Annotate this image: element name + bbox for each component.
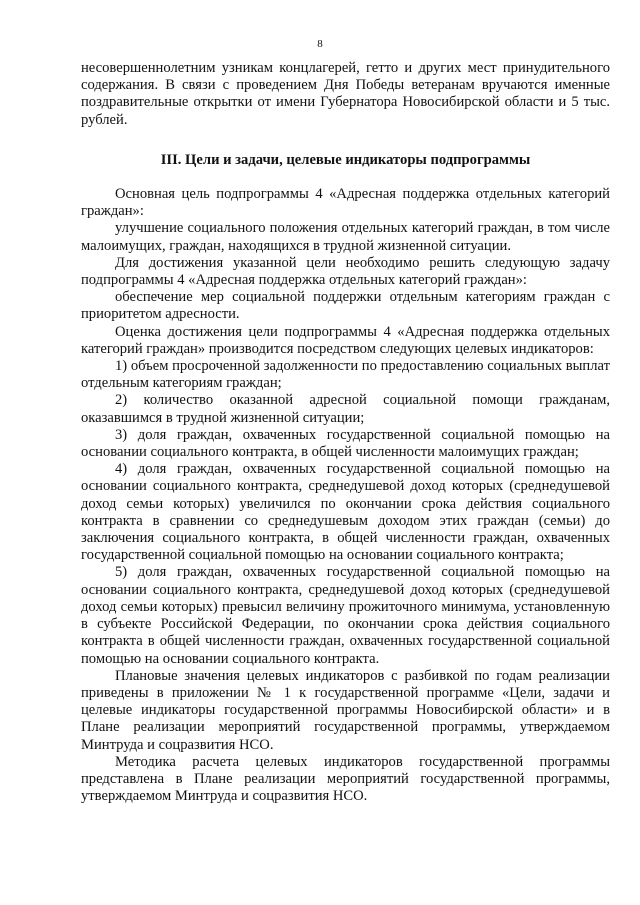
paragraph-continuation: несовершеннолетним узникам концлагерей, гетто и других мест принудительного содержания. В связи с проведением Дня Победы ветеранам вручаются именные поздравительные открытки от имени Губернатора Новосибирской области и 5 тыс. рублей. <box>81 60 610 128</box>
list-item: 5) доля граждан, охваченных государственной социальной помощью на основании социального контракта, среднедушевой доход которых (среднедушевой доход семьи которых) превысил величину прожиточного минимума, установленную в субъекте Российской Федерации, по окончании срока действия социального контракта в общей численности граждан, охваченных государственной социальной помощью на основании социального контракта. <box>81 564 610 667</box>
section-heading: III. Цели и задачи, целевые индикаторы подпрограммы <box>160 151 531 168</box>
paragraph: Методика расчета целевых индикаторов государственной программы представлена в Плане реализации мероприятий государственной программы, утверждаемом Минтруда и соцразвития НСО. <box>81 753 610 805</box>
page-body <box>81 60 610 805</box>
page-number: 8 <box>317 38 323 50</box>
paragraph: Плановые значения целевых индикаторов с разбивкой по годам реализации приведены в приложении № 1 к государственной программе «Цели, задачи и целевые индикаторы государственной программы Новосибирской области» и в Плане реализации мероприятий государственной программы, утверждаемом Минтруда и соцразвития НСО. <box>81 667 610 753</box>
paragraph: Для достижения указанной цели необходимо решить следующую задачу подпрограммы 4 «Адресная поддержка отдельных категорий граждан»: <box>81 254 610 289</box>
paragraph: Оценка достижения цели подпрограммы 4 «Адресная поддержка отдельных категорий граждан» производится посредством следующих целевых индикаторов: <box>81 323 610 357</box>
list-item: 3) доля граждан, охваченных государственной социальной помощью на основании социального контракта, в общей численности малоимущих граждан; <box>81 426 610 461</box>
list-item: 1) объем просроченной задолженности по предоставлению социальных выплат отдельным категориям граждан; <box>81 358 610 392</box>
paragraph: Основная цель подпрограммы 4 «Адресная поддержка отдельных категорий граждан»: <box>81 186 610 220</box>
paragraph: улучшение социального положения отдельных категорий граждан, в том числе малоимущих, граждан, находящихся в трудной жизненной ситуации. <box>81 220 610 254</box>
paragraph: обеспечение мер социальной поддержки отдельным категориям граждан с приоритетом адресности. <box>81 289 610 323</box>
list-item: 4) доля граждан, охваченных государственной социальной помощью на основании социального контракта, среднедушевой доход которых (среднедушевой доход семьи которых) увеличился по окончании срока действия социального контракта в сравнении со среднедушевым доходом этих граждан (семьи) до заключения социального контракта, в общей численности граждан, охваченных государственной социальной помощью на основании социального контракта; <box>81 461 610 564</box>
list-item: 2) количество оказанной адресной социальной помощи гражданам, оказавшимся в трудной жизненной ситуации; <box>81 392 610 426</box>
